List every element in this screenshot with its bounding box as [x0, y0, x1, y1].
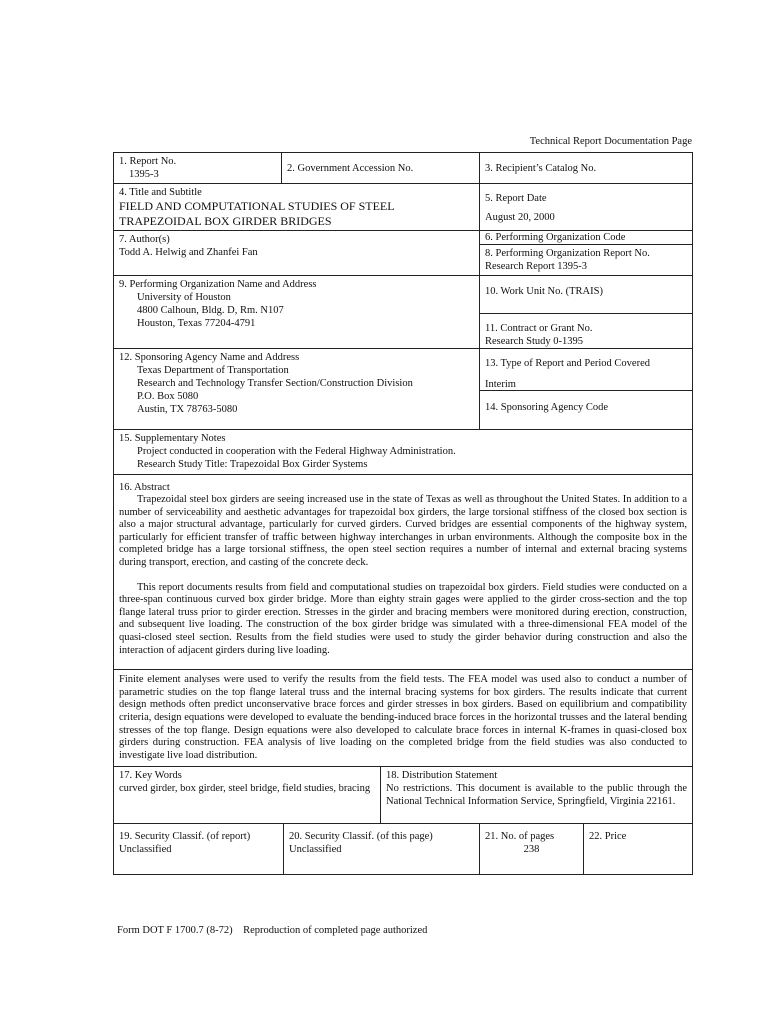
security-report-value: Unclassified	[119, 844, 172, 856]
agency-code-label: 14. Sponsoring Agency Code	[485, 402, 609, 413]
recipient-catalog-cell	[480, 153, 692, 183]
price-label: 22. Price	[589, 831, 627, 843]
agency-code-cell	[480, 391, 692, 429]
sponsoring-agency-line-4: Austin, TX 78763-5080	[137, 404, 238, 415]
contract-cell	[480, 314, 692, 348]
row-abstract	[114, 475, 692, 767]
distribution-label: 18. Distribution Statement	[386, 770, 498, 782]
performing-org-line-2: 4800 Calhoun, Bldg. D, Rm. N107	[137, 305, 284, 316]
title-line-1: FIELD AND COMPUTATIONAL STUDIES OF STEEL	[119, 199, 395, 213]
report-no-label: 1. Report No.	[119, 156, 177, 167]
security-page-value: Unclassified	[289, 844, 342, 856]
sponsoring-agency-cell	[114, 349, 480, 429]
org-report-no-label: 8. Performing Organization Report No.	[485, 248, 650, 259]
performing-org-right	[480, 276, 692, 348]
sponsoring-agency-line-1: Texas Department of Transportation	[137, 365, 289, 376]
org-report-no-cell	[480, 245, 692, 275]
security-report-cell	[114, 824, 284, 874]
abstract-paragraph-3: Finite element analyses were used to verify the results from the field tests. The FEA model was used also to conduct a number of parametric studies on the top flange lateral truss and the internal bracing systems for box girders. The results indicate that current design methods often predict unconservative brace forces and girder stresses in box girders. Based on equilibrium and compatibility criteria, design equations were developed to evaluate the bending-induced brace forces in the horizontal trusses and the lateral bending stresses of the top flange. Design equations were also developed to calculate brace forces in internal K-frames in quasi-closed box girders during construction. FEA analysis of live loading on the completed bridge from the field studies was also conducted to investigate live load distribution.	[119, 674, 687, 761]
author-label: 7. Author(s)	[119, 234, 170, 245]
supplementary-notes-line-2: Research Study Title: Trapezoidal Box Girder Systems	[137, 459, 368, 470]
security-page-cell	[284, 824, 480, 874]
row-title-author	[114, 184, 692, 276]
distribution-value: No restrictions. This document is available to the public through the National Technical Information Service, Springfield, Virginia 22161.	[386, 783, 687, 808]
row-supplementary-notes	[114, 430, 692, 475]
abstract-paragraph-2: This report documents results from field and computational studies on trapezoidal box girders. Field studies were conducted on a three-span continuous curved box girder bridge. More than eighty strain gages were applied to the girder cross-section and the top flange lateral truss prior to girder erection. Stresses in the girder and bracing members were monitored during erection, construction, and subsequent live loading. The construction of the box girder bridge was simulated with a three-dimensional FEA model of the quasi-closed steel section. Results from the field studies were used to study the girder behavior during construction and also the interaction of adjacent girders during live loading.	[119, 581, 687, 656]
report-date-value: August 20, 2000	[485, 212, 555, 223]
author-cell	[114, 231, 479, 275]
report-type-label: 13. Type of Report and Period Covered	[485, 358, 650, 369]
form-note: Reproduction of completed page authorized	[243, 925, 428, 936]
row-sponsoring-agency	[114, 349, 692, 430]
row-performing-org	[114, 276, 692, 349]
report-date-label: 5. Report Date	[485, 193, 547, 204]
report-no-value: 1395-3	[129, 169, 159, 180]
supplementary-notes-label: 15. Supplementary Notes	[119, 433, 226, 444]
report-no-cell	[114, 153, 282, 183]
pages-cell	[480, 824, 584, 874]
abstract-divider	[114, 669, 692, 670]
report-date-cell	[480, 184, 692, 231]
performing-org-label: 9. Performing Organization Name and Address	[119, 279, 317, 290]
row-keywords-distribution	[114, 767, 692, 824]
security-page-label: 20. Security Classif. (of this page)	[289, 831, 433, 843]
abstract-paragraph-1: Trapezoidal steel box girders are seeing increased use in the state of Texas as well as throughout the United States. In addition to a number of serviceability and aesthetic advantages for trapezoidal box girders, the large torsional stiffness of the closed box section is also a major structural advantage, particularly for curved girders. Curved bridges are essential components of the highway system, particularly for efficient transfer of traffic between highway interchanges in urban environments. Although the composite box in the completed bridge has a large torsional stiffness, the open steel section requires a number of internal and external bracing systems during transport, erection, and casting of the concrete deck.	[119, 494, 687, 568]
org-code-label: 6. Performing Organization Code	[485, 232, 626, 243]
gov-accession-cell	[282, 153, 480, 183]
keywords-label: 17. Key Words	[119, 770, 182, 782]
performing-org-line-1: University of Houston	[137, 292, 231, 303]
distribution-cell	[381, 767, 692, 823]
sponsoring-agency-line-3: P.O. Box 5080	[137, 391, 199, 402]
report-type-value: Interim	[485, 379, 516, 390]
sponsoring-agency-right	[480, 349, 692, 429]
title-line-2: TRAPEZOIDAL BOX GIRDER BRIDGES	[119, 214, 332, 228]
gov-accession-label: 2. Government Accession No.	[287, 163, 414, 174]
work-unit-label: 10. Work Unit No. (TRAIS)	[485, 286, 603, 297]
supplementary-notes-cell	[114, 430, 692, 474]
contract-label: 11. Contract or Grant No.	[485, 323, 593, 334]
price-cell	[584, 824, 692, 874]
keywords-value: curved girder, box girder, steel bridge, field studies, bracing	[119, 783, 371, 795]
keywords-cell	[114, 767, 381, 823]
abstract-cell	[114, 475, 692, 766]
supplementary-notes-line-1: Project conducted in cooperation with the Federal Highway Administration.	[137, 446, 456, 457]
pages-value: 238	[523, 844, 540, 856]
performing-org-line-3: Houston, Texas 77204-4791	[137, 318, 256, 329]
form-id: Form DOT F 1700.7 (8-72)	[117, 925, 233, 936]
pages-label: 21. No. of pages	[485, 831, 555, 843]
row-report-numbers	[114, 153, 692, 184]
left-column	[114, 184, 480, 275]
org-report-no-value: Research Report 1395-3	[485, 261, 588, 272]
row-classification	[114, 824, 692, 874]
abstract-label: 16. Abstract	[119, 482, 170, 493]
sponsoring-agency-line-2: Research and Technology Transfer Section/Construction Division	[137, 378, 413, 389]
contract-value: Research Study 0-1395	[485, 336, 583, 347]
org-code-cell	[480, 231, 692, 245]
report-type-cell	[480, 349, 692, 391]
right-column	[480, 184, 692, 275]
report-documentation-form	[113, 152, 693, 875]
recipient-catalog-label: 3. Recipient’s Catalog No.	[485, 163, 597, 174]
work-unit-cell	[480, 276, 692, 314]
security-report-label: 19. Security Classif. (of report)	[119, 831, 251, 843]
form-footer	[117, 925, 427, 936]
performing-org-cell	[114, 276, 480, 348]
page-header: Technical Report Documentation Page	[529, 136, 692, 147]
sponsoring-agency-label: 12. Sponsoring Agency Name and Address	[119, 352, 300, 363]
author-value: Todd A. Helwig and Zhanfei Fan	[119, 247, 258, 258]
title-cell	[114, 184, 479, 231]
title-label: 4. Title and Subtitle	[119, 187, 202, 198]
